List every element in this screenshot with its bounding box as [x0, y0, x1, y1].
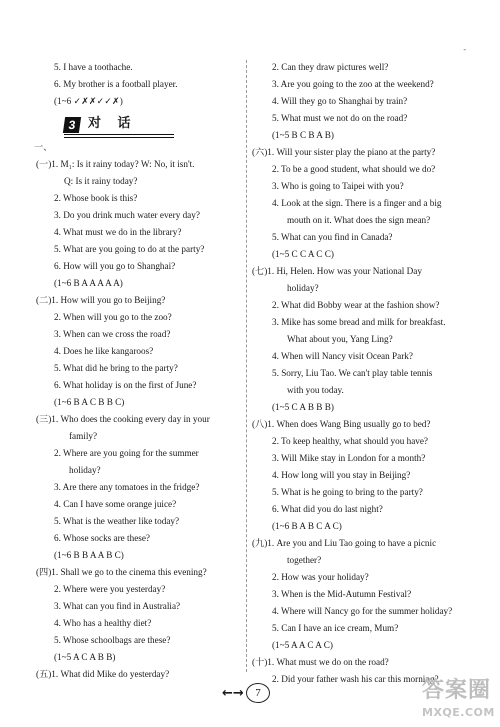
- text-line: 2. When will you go to the zoo?: [54, 312, 172, 322]
- text-line: (八)1. When does Wang Bing usually go to bed?: [252, 419, 431, 429]
- text-line: 6. Whose socks are these?: [54, 533, 151, 543]
- text-line: together?: [287, 555, 322, 565]
- section-heading: [64, 115, 174, 137]
- section-title: 对 话: [88, 116, 137, 131]
- text-line: 4. When will Nancy visit Ocean Park?: [272, 351, 413, 361]
- text-line: 2. To be a good student, what should we do?: [272, 164, 436, 174]
- text-line: (六)1. Will your sister play the piano at the party?: [252, 147, 436, 157]
- text-line: 6. How will you go to Shanghai?: [54, 261, 176, 271]
- answer-key-line: (1~5 A A C A C): [272, 640, 333, 650]
- text-line: 2. Whose book is this?: [54, 193, 138, 203]
- text-line: 4. Can I have some orange juice?: [54, 499, 177, 509]
- text-line: 2. Can they draw pictures well?: [272, 62, 389, 72]
- text-line: 5. What must we not do on the road?: [272, 113, 408, 123]
- text-line: 4. Does he like kangaroos?: [54, 346, 154, 356]
- double-arrow-icon: ←→: [222, 686, 244, 701]
- text-line: holiday?: [287, 283, 319, 293]
- text-line: (九)1. Are you and Liu Tao going to have a picnic: [252, 538, 437, 548]
- answer-key-line: (1~5 A C A B B): [54, 652, 116, 662]
- text-line: 5. Can I have an ice cream, Mum?: [272, 623, 399, 633]
- column-divider: [246, 60, 247, 672]
- part-heading: 一、: [34, 142, 53, 152]
- answer-key-line: (1~5 B C B A B): [272, 130, 334, 140]
- text-line: holiday?: [69, 465, 101, 475]
- answer-key-line: (1~6 ✓✗✗✓✓✗): [54, 96, 123, 106]
- text-line: 2. Where were you yesterday?: [54, 584, 166, 594]
- text-line: 3. Are you going to the zoo at the weekend?: [272, 79, 434, 89]
- text-line: with you today.: [287, 385, 344, 395]
- text-line: 5. Sorry, Liu Tao. We can't play table tennis: [272, 368, 433, 378]
- text-line: (四)1. Shall we go to the cinema this evening?: [36, 567, 207, 577]
- text-line: 3. When can we cross the road?: [54, 329, 171, 339]
- text-line: 4. Look at the sign. There is a finger and a big: [272, 198, 442, 208]
- text-line: Q: Is it rainy today?: [64, 176, 138, 186]
- text-line: 5. What can you find in Canada?: [272, 232, 393, 242]
- text-line: 5. What are you going to do at the party?: [54, 244, 205, 254]
- text-line: (一)1. M₁: Is it rainy today? W: No, it isn't.: [36, 159, 195, 169]
- text-line: (十)1. What must we do on the road?: [252, 657, 389, 667]
- text-line: 4. How long will you stay in Beijing?: [272, 470, 411, 480]
- text-line: 2. Where are you going for the summer: [54, 448, 199, 458]
- text-line: (七)1. Hi, Helen. How was your National Day: [252, 266, 422, 276]
- text-line: 6. What holiday is on the first of June?: [54, 380, 197, 390]
- text-line: 2. Did your father wash his car this morning?: [272, 674, 439, 684]
- answer-key-line: (1~5 C C A C C): [272, 249, 334, 259]
- text-line: 2. To keep healthy, what should you have?: [272, 436, 429, 446]
- text-line: 5. What is he going to bring to the party?: [272, 487, 423, 497]
- section-number-badge: 3: [63, 117, 81, 133]
- section-underline-thin: [64, 137, 174, 138]
- text-line: 3. Will Mike stay in London for a month?: [272, 453, 426, 463]
- text-line: 5. I have a toothache.: [54, 62, 133, 72]
- watermark-url: MXQE.COM: [422, 706, 495, 719]
- corner-mark: -: [463, 45, 466, 54]
- text-line: family?: [69, 431, 98, 441]
- text-line: 3. Who is going to Taipei with you?: [272, 181, 404, 191]
- text-line: 3. When is the Mid-Autumn Festival?: [272, 589, 412, 599]
- answer-key-line: (1~6 B B A A B C): [54, 550, 124, 560]
- section-underline: [64, 134, 174, 135]
- text-line: 3. Do you drink much water every day?: [54, 210, 200, 220]
- watermark-logo: [416, 680, 496, 724]
- answer-key-line: (1~6 B A B C A C): [272, 521, 342, 531]
- text-line: 3. What can you find in Australia?: [54, 601, 181, 611]
- text-line: mouth on it. What does the sign mean?: [287, 215, 431, 225]
- text-line: 2. How was your holiday?: [272, 572, 369, 582]
- text-line: 6. My brother is a football player.: [54, 79, 178, 89]
- answer-key-line: (1~5 C A B B B): [272, 402, 334, 412]
- watermark-glyph: 答案圈: [422, 678, 492, 703]
- text-line: 3. Are there any tomatoes in the fridge?: [54, 482, 200, 492]
- text-line: (二)1. How will you go to Beijing?: [36, 295, 166, 305]
- page-number: [222, 683, 282, 707]
- text-line: 5. What did he bring to the party?: [54, 363, 178, 373]
- text-line: 5. What is the weather like today?: [54, 516, 180, 526]
- text-line: 6. What did you do last night?: [272, 504, 383, 514]
- text-line: 5. Whose schoolbags are these?: [54, 635, 171, 645]
- text-line: 4. What must we do in the library?: [54, 227, 182, 237]
- answer-key-line: (1~6 B A A A A A): [54, 278, 123, 288]
- text-line: (三)1. Who does the cooking every day in your: [36, 414, 210, 424]
- text-line: 2. What did Bobby wear at the fashion show?: [272, 300, 440, 310]
- text-line: What about you, Yang Ling?: [287, 334, 393, 344]
- text-line: (五)1. What did Mike do yesterday?: [36, 669, 170, 679]
- text-line: 4. Who has a healthy diet?: [54, 618, 152, 628]
- page-number-value: 7: [246, 683, 270, 703]
- answer-key-line: (1~6 B A C B B C): [54, 397, 125, 407]
- text-line: 3. Mike has some bread and milk for breakfast.: [272, 317, 446, 327]
- text-line: 4. Where will Nancy go for the summer holiday?: [272, 606, 453, 616]
- text-line: 4. Will they go to Shanghai by train?: [272, 96, 408, 106]
